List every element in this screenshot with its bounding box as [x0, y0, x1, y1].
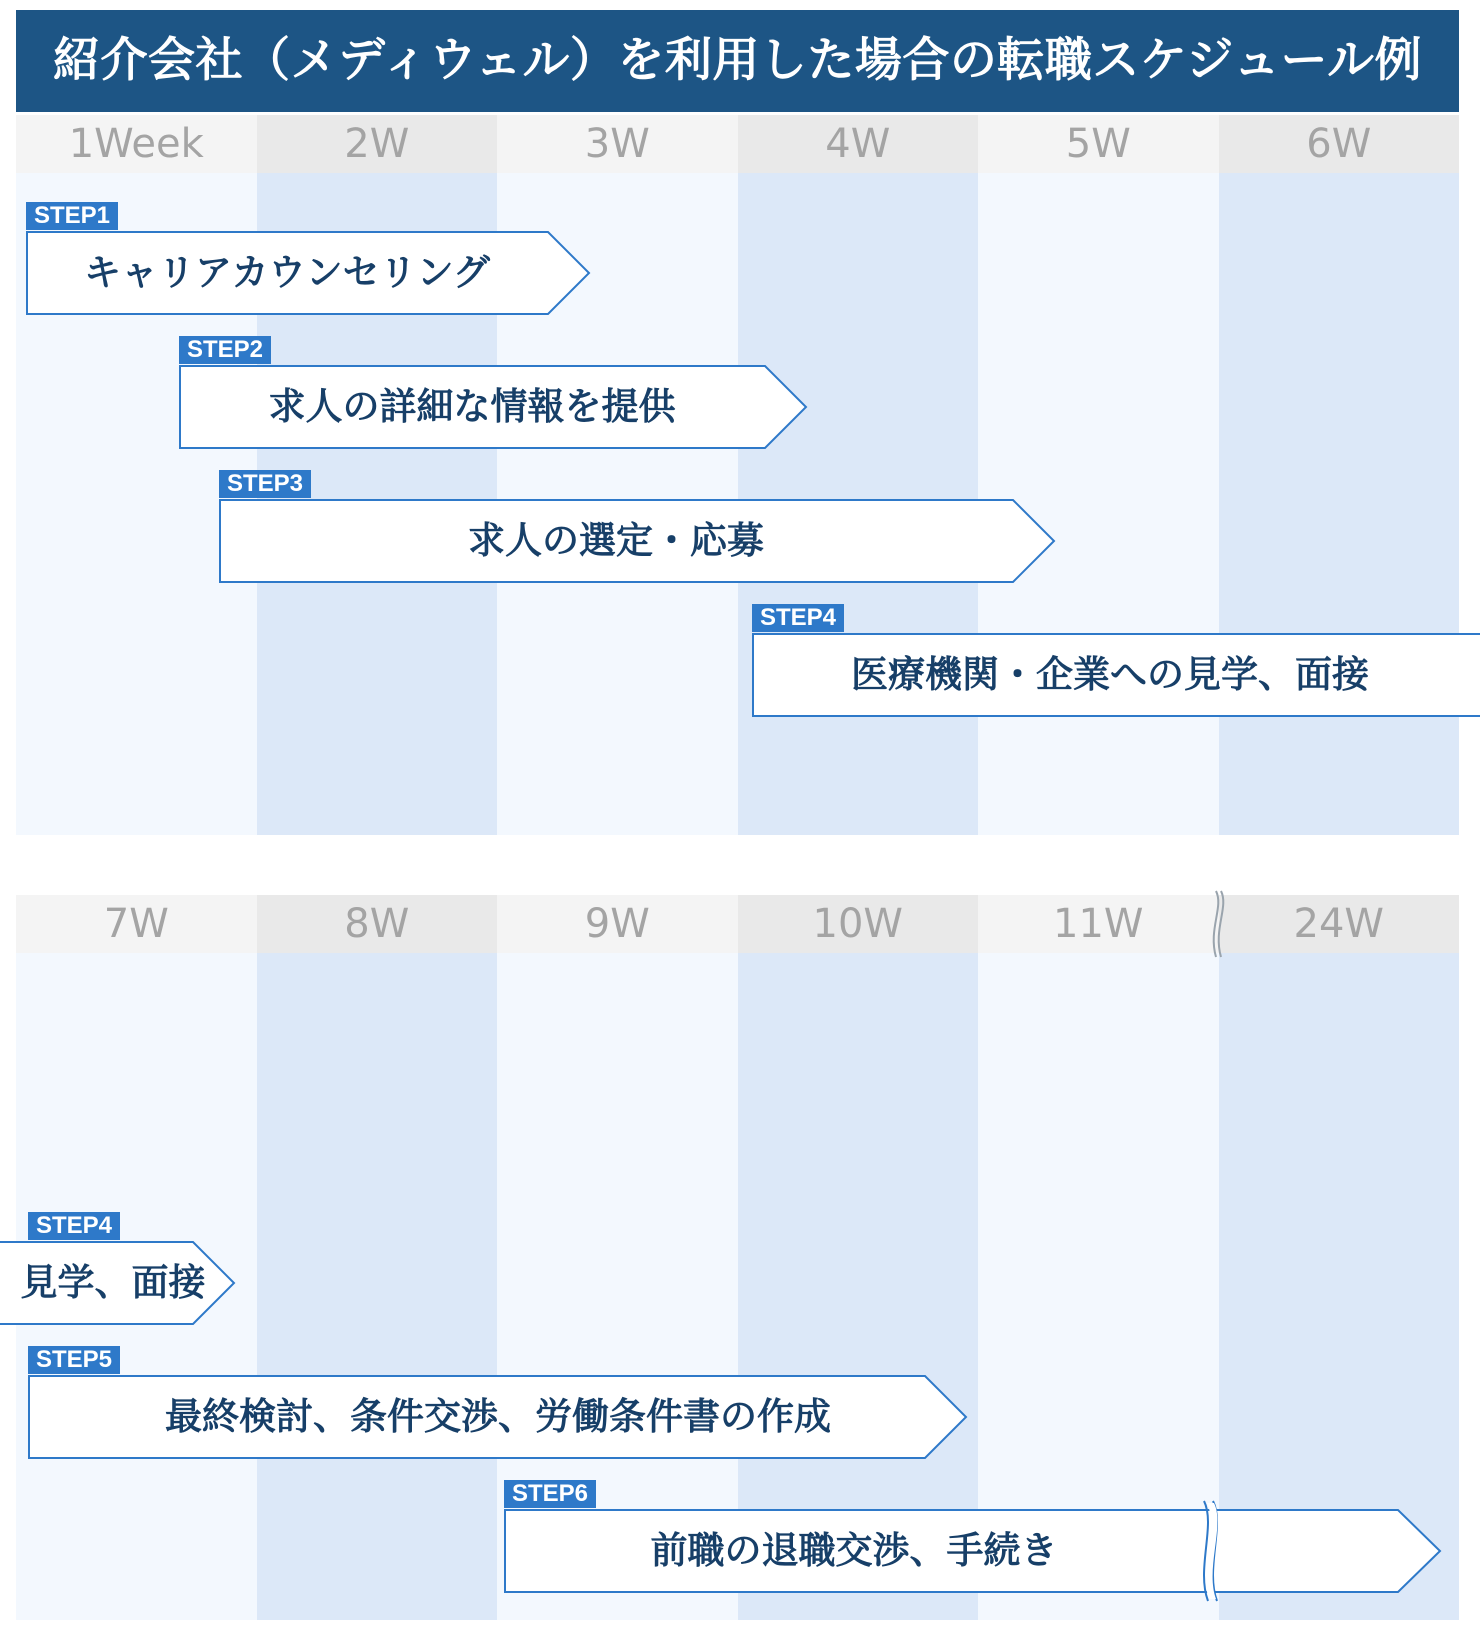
step-tag: STEP4	[28, 1212, 120, 1240]
week-column	[738, 115, 979, 835]
step-arrow	[0, 1241, 236, 1325]
week-header-8: 8W	[257, 895, 498, 953]
step-label: 求人の選定・応募	[468, 519, 764, 562]
step-arrow	[504, 1509, 1442, 1593]
week-column	[257, 895, 498, 1620]
timeline-break-icon	[1208, 889, 1228, 959]
week-header-2: 2W	[257, 115, 498, 173]
week-header-10: 10W	[738, 895, 979, 953]
step-tag: STEP1	[26, 202, 118, 230]
page-title: 紹介会社（メディウェル）を利用した場合の転職スケジュール例	[16, 10, 1459, 112]
week-column	[497, 115, 738, 835]
step-label: 求人の詳細な情報を提供	[268, 385, 676, 428]
step-label: 見学、面接	[20, 1261, 206, 1304]
step-arrow	[28, 1375, 968, 1459]
week-header-24: 24W	[1219, 895, 1460, 953]
step-arrow	[26, 231, 591, 315]
step-tag: STEP6	[504, 1480, 596, 1508]
step-label: 前職の退職交渉、手続き	[650, 1529, 1058, 1572]
week-column	[978, 115, 1219, 835]
step-arrow	[219, 499, 1056, 583]
week-header-1: 1Week	[16, 115, 257, 173]
week-column	[1219, 115, 1460, 835]
week-header-6: 6W	[1219, 115, 1460, 173]
week-header-4: 4W	[738, 115, 979, 173]
step-arrow	[752, 633, 1480, 717]
step-tag: STEP4	[752, 604, 844, 632]
week-header-9: 9W	[497, 895, 738, 953]
step-tag: STEP5	[28, 1346, 120, 1374]
step-arrow	[179, 365, 808, 449]
step-label: キャリアカウンセリング	[84, 251, 490, 294]
week-header-11: 11W	[978, 895, 1219, 953]
week-header-7: 7W	[16, 895, 257, 953]
week-header-5: 5W	[978, 115, 1219, 173]
step-tag: STEP3	[219, 470, 311, 498]
week-header-3: 3W	[497, 115, 738, 173]
step-label: 医療機関・企業への見学、面接	[851, 653, 1369, 696]
step-label: 最終検討、条件交渉、労働条件書の作成	[165, 1395, 831, 1438]
step-tag: STEP2	[179, 336, 271, 364]
